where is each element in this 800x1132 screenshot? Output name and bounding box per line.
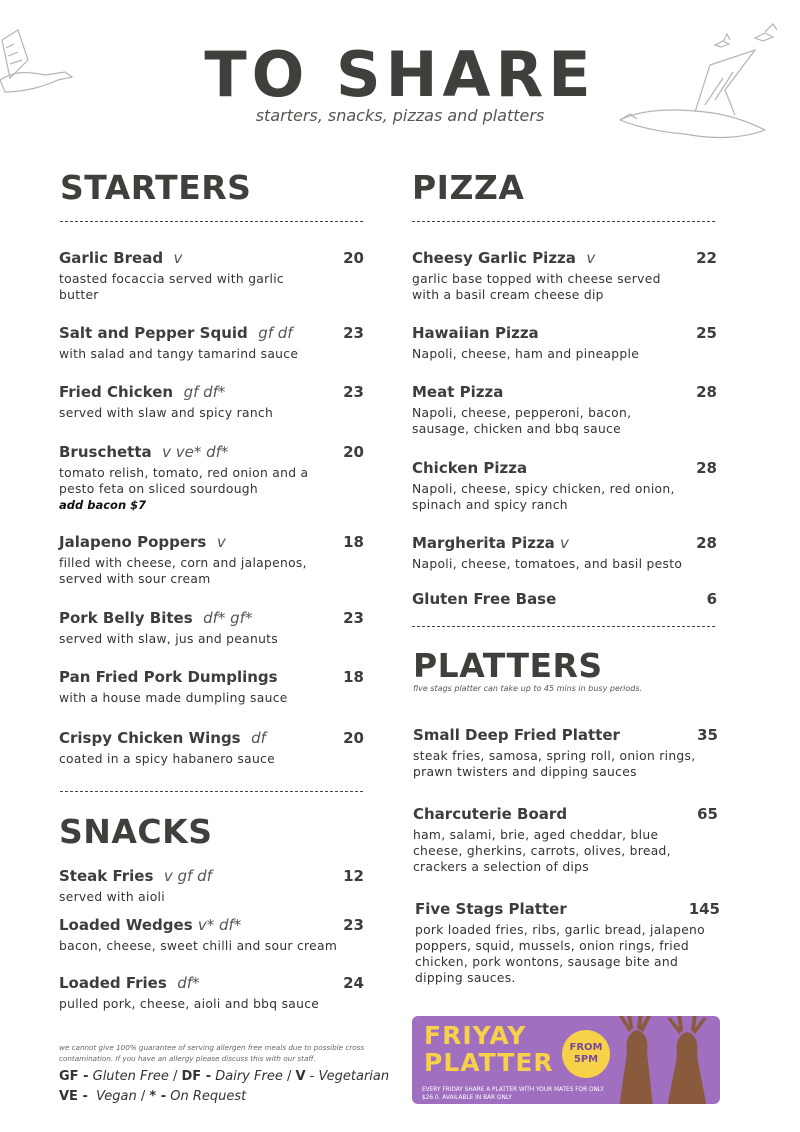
legend-star-code: * - xyxy=(149,1089,167,1104)
item-description: with salad and tangy tamarind sauce xyxy=(59,347,299,361)
menu-item xyxy=(412,249,717,303)
item-tags: v* df* xyxy=(197,916,242,934)
item-description: pork loaded fries, ribs, garlic bread, jalapeno poppers, squid, mussels, onion rings, fried chicken, pork wontons, sausage bite and dipping sauces. xyxy=(415,923,705,985)
item-description: served with slaw and spicy ranch xyxy=(59,406,274,420)
platter-note: five stags platter can take up to 45 mins in busy periods. xyxy=(413,684,643,693)
stag-icon xyxy=(607,1016,720,1104)
divider xyxy=(412,221,715,222)
item-name: Cheesy Garlic Pizza xyxy=(412,249,576,267)
menu-item xyxy=(59,533,364,587)
pizza-heading: PIZZA xyxy=(412,168,525,207)
item-name: Gluten Free Base xyxy=(412,590,557,608)
item-name: Pan Fried Pork Dumplings xyxy=(59,668,278,686)
item-name: Small Deep Fried Platter xyxy=(413,726,620,744)
promo-title-line1: FRIYAY xyxy=(424,1021,527,1050)
menu-item xyxy=(59,867,364,905)
promo-badge-line2: 5PM xyxy=(573,1054,599,1065)
menu-item xyxy=(413,726,718,780)
item-price: 20 xyxy=(343,249,364,267)
item-name: Fried Chicken xyxy=(59,383,174,401)
item-name: Salt and Pepper Squid xyxy=(59,324,248,342)
menu-item xyxy=(59,974,364,1012)
menu-item xyxy=(59,249,364,303)
item-name: Meat Pizza xyxy=(412,383,504,401)
item-name: Five Stags Platter xyxy=(415,900,567,918)
menu-item xyxy=(59,324,364,362)
promo-title-line2: PLATTER xyxy=(424,1048,554,1077)
menu-item xyxy=(412,459,717,513)
item-description: served with aioli xyxy=(59,890,165,904)
menu-item xyxy=(59,443,364,513)
item-price: 23 xyxy=(343,324,364,342)
legend-v-text: - Vegetarian xyxy=(309,1069,390,1084)
promo-title xyxy=(424,1022,554,1076)
page-title: TO SHARE xyxy=(204,38,596,111)
item-tags: df* xyxy=(177,974,200,992)
item-name: Chicken Pizza xyxy=(412,459,528,477)
item-name: Loaded Fries xyxy=(59,974,167,992)
item-tags: v xyxy=(173,249,183,267)
legend-gf-code: GF - xyxy=(59,1069,89,1084)
item-price: 28 xyxy=(696,459,717,477)
item-name: Jalapeno Poppers xyxy=(59,533,207,551)
item-price: 25 xyxy=(696,324,717,342)
item-description: Napoli, cheese, tomatoes, and basil pesto xyxy=(412,557,683,571)
legend-ve-text: Vegan xyxy=(96,1089,137,1104)
item-price: 20 xyxy=(343,443,364,461)
menu-item xyxy=(59,668,364,706)
menu-item xyxy=(412,534,717,572)
promo-badge xyxy=(562,1030,610,1078)
starters-heading: STARTERS xyxy=(60,168,252,207)
item-price: 23 xyxy=(343,609,364,627)
item-tags: v ve* df* xyxy=(162,443,229,461)
page-subtitle: starters, snacks, pizzas and platters xyxy=(255,106,545,125)
divider xyxy=(60,221,363,222)
legend-df-code: DF - xyxy=(181,1069,212,1084)
item-price: 22 xyxy=(696,249,717,267)
item-price: 6 xyxy=(706,590,717,608)
menu-item xyxy=(59,609,364,647)
menu-item xyxy=(415,900,720,986)
item-tags: v xyxy=(586,249,596,267)
dietary-legend: GF - Gluten Free / DF - Dairy Free / V - Vegetarian VE - Vegan / * - On Request xyxy=(59,1069,390,1104)
item-tags: v xyxy=(560,534,569,552)
item-price: 35 xyxy=(697,726,718,744)
item-description: served with slaw, jus and peanuts xyxy=(59,632,279,646)
item-tags: v gf df xyxy=(163,867,212,885)
item-tags: df xyxy=(251,729,266,747)
divider xyxy=(412,626,715,627)
legend-df-text: Dairy Free xyxy=(215,1069,283,1084)
item-price: 145 xyxy=(688,900,720,918)
item-tags: gf df* xyxy=(183,383,226,401)
item-name: Steak Fries xyxy=(59,867,154,885)
item-description: steak fries, samosa, spring roll, onion rings, prawn twisters and dipping sauces xyxy=(413,749,696,779)
friyay-promo-banner xyxy=(412,1016,720,1104)
menu-item xyxy=(59,383,364,421)
menu-item xyxy=(413,805,718,875)
item-description: filled with cheese, corn and jalapenos, served with sour cream xyxy=(59,556,307,586)
item-price: 23 xyxy=(343,916,364,934)
item-extra: add bacon $7 xyxy=(59,498,147,512)
item-name: Garlic Bread xyxy=(59,249,164,267)
platters-heading: PLATTERS xyxy=(413,646,603,685)
promo-badge-line1: FROM xyxy=(569,1042,603,1053)
item-price: 28 xyxy=(696,534,717,552)
item-name: Margherita Pizza xyxy=(412,534,555,552)
item-price: 65 xyxy=(697,805,718,823)
item-name: Hawaiian Pizza xyxy=(412,324,539,342)
item-name: Pork Belly Bites xyxy=(59,609,193,627)
item-tags: v xyxy=(216,533,226,551)
item-description: Napoli, cheese, spicy chicken, red onion, spinach and spicy ranch xyxy=(412,482,675,512)
menu-item xyxy=(412,590,717,608)
item-price: 23 xyxy=(343,383,364,401)
item-price: 18 xyxy=(343,668,364,686)
item-tags: gf df xyxy=(258,324,293,342)
item-name: Charcuterie Board xyxy=(413,805,568,823)
item-description: toasted focaccia served with garlic butter xyxy=(59,272,284,302)
item-description: coated in a spicy habanero sauce xyxy=(59,752,275,766)
legend-gf-text: Gluten Free xyxy=(92,1069,169,1084)
item-description: Napoli, cheese, pepperoni, bacon, sausage, chicken and bbq sauce xyxy=(412,406,632,436)
item-price: 20 xyxy=(343,729,364,747)
item-name: Crispy Chicken Wings xyxy=(59,729,241,747)
allergen-disclaimer: we cannot give 100% guarantee of serving allergen free meals due to possible cross contamination. If you have an allergy please discuss this with our staff. xyxy=(59,1043,365,1063)
item-price: 12 xyxy=(343,867,364,885)
divider xyxy=(60,791,363,792)
menu-item xyxy=(59,916,364,954)
item-price: 24 xyxy=(343,974,364,992)
promo-text: EVERY FRIDAY SHARE A PLATTER WITH YOUR MATES FOR ONLY $26.0. AVAILABLE IN BAR ONLY xyxy=(422,1087,604,1101)
item-description: pulled pork, cheese, aioli and bbq sauce xyxy=(59,997,320,1011)
menu-item xyxy=(59,729,364,767)
item-description: ham, salami, brie, aged cheddar, blue cheese, gherkins, carrots, olives, bread, crackers a selection of dips xyxy=(413,828,671,874)
item-tags: df* gf* xyxy=(203,609,253,627)
item-description: tomato relish, tomato, red onion and a pesto feta on sliced sourdough xyxy=(59,466,309,496)
item-price: 28 xyxy=(696,383,717,401)
item-name: Loaded Wedges xyxy=(59,916,193,934)
item-name: Bruschetta xyxy=(59,443,152,461)
item-description: with a house made dumpling sauce xyxy=(59,691,288,705)
legend-ve-code: VE - xyxy=(59,1089,88,1104)
legend-star-text: On Request xyxy=(170,1089,247,1104)
snacks-heading: SNACKS xyxy=(59,812,213,851)
item-description: bacon, cheese, sweet chilli and sour cream xyxy=(59,939,338,953)
item-description: garlic base topped with cheese served with a basil cream cheese dip xyxy=(412,272,661,302)
item-price: 18 xyxy=(343,533,364,551)
menu-item xyxy=(412,324,717,362)
legend-v-code: V xyxy=(295,1069,306,1084)
menu-item xyxy=(412,383,717,437)
item-description: Napoli, cheese, ham and pineapple xyxy=(412,347,640,361)
